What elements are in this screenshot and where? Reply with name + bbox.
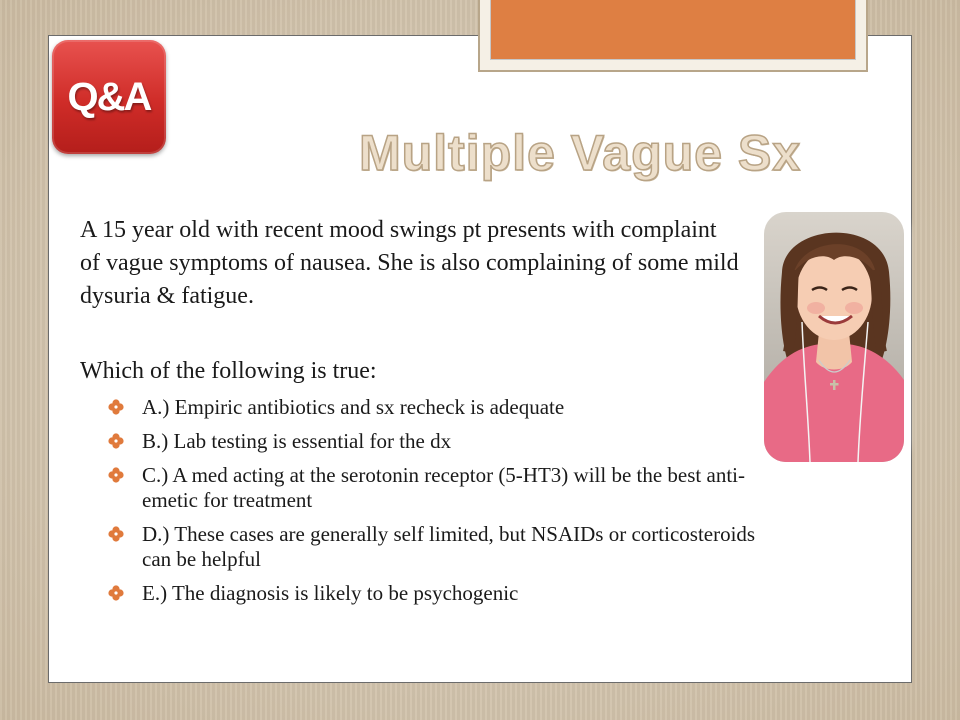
patient-photo-illustration (764, 212, 904, 462)
answer-text: E.) The diagnosis is likely to be psychogenic (142, 581, 519, 605)
slide-title: Multiple Vague Sx (358, 125, 802, 181)
case-intro-text: A 15 year old with recent mood swings pt presents with complaint of vague symptoms of nausea. She is also complaining of some mild dysuria & fatigue. (80, 217, 739, 309)
four-petal-flower-icon (108, 433, 124, 449)
answer-option-a (108, 395, 768, 420)
top-accent-tab (478, 0, 868, 72)
answer-text: D.) These cases are generally self limited, but NSAIDs or corticosteroids can be helpful (142, 522, 756, 571)
four-petal-flower-icon (108, 585, 124, 601)
four-petal-flower-icon (108, 467, 124, 483)
qa-logo (52, 40, 166, 154)
answer-option-c (108, 463, 768, 513)
top-accent-bar (490, 0, 856, 60)
answer-option-d (108, 522, 768, 572)
answer-option-e (108, 581, 768, 606)
qa-logo-text: Q&A (67, 74, 151, 119)
answer-option-b (108, 429, 768, 454)
answer-text: A.) Empiric antibiotics and sx recheck is adequate (142, 395, 565, 419)
four-petal-flower-icon (108, 526, 124, 542)
patient-photo (764, 212, 904, 462)
four-petal-flower-icon (108, 399, 124, 415)
answer-text: B.) Lab testing is essential for the dx (142, 429, 452, 453)
answer-text: C.) A med acting at the serotonin receptor (5-HT3) will be the best anti-emetic for treatment (142, 463, 745, 512)
question-prompt: Which of the following is true: (80, 358, 377, 384)
answer-list (108, 395, 768, 615)
